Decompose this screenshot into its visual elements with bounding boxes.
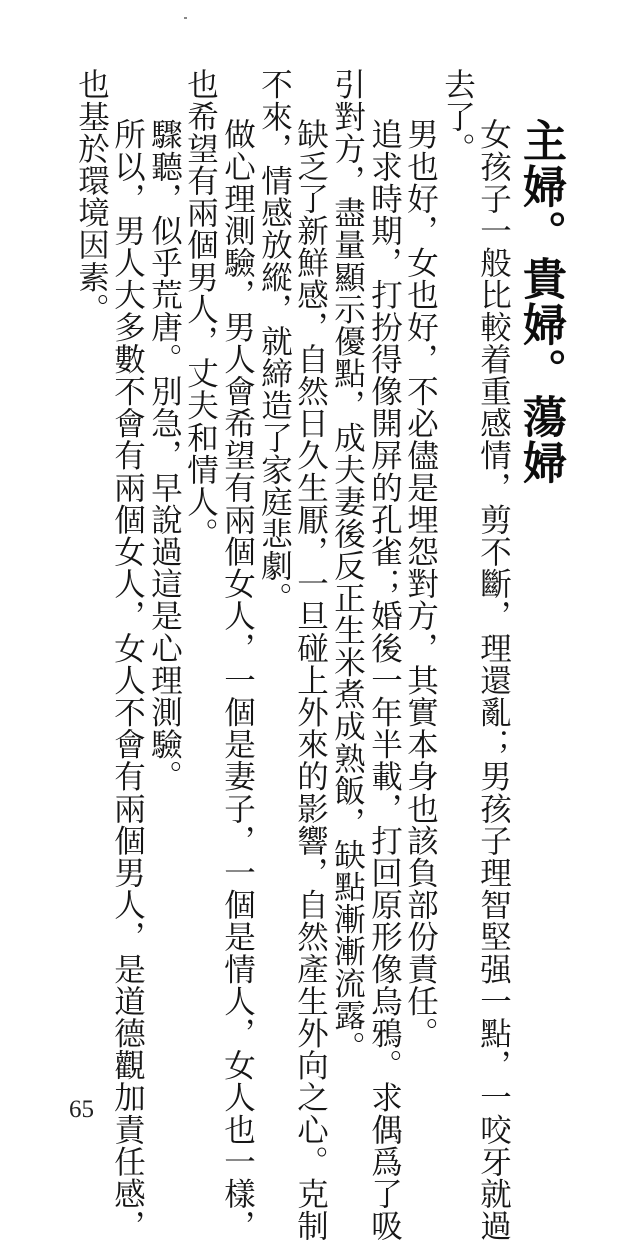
text-column-5: 引對方，盡量顯示優點，成夫妻後反正生米煮成熟飯，缺點漸漸流露。 xyxy=(329,68,366,1064)
text-column-4: 追求時期，打扮得像開屏的孔雀；婚後一年半載，打回原形像烏鴉。求偶爲了吸 xyxy=(366,118,403,1242)
text-column-7: 不來，情感放縱，就締造了家庭悲劇。 xyxy=(256,68,293,614)
stray-ink-mark xyxy=(184,17,187,19)
text-column-10: 驟聽，似乎荒唐。別急，早說過這是心理測驗。 xyxy=(146,118,183,793)
text-column-3: 男也好，女也好，不必儘是埋怨對方，其實本身也該負部份責任。 xyxy=(402,118,439,1049)
text-column-8: 做心理測驗，男人會希望有兩個女人，一個是妻子，一個是情人，女人也一樣， xyxy=(219,118,256,1242)
page-title: 主婦。貴婦。蕩婦 xyxy=(515,118,566,486)
text-column-12: 也基於環境因素。 xyxy=(73,68,110,325)
text-column-2: 去了。 xyxy=(439,68,476,165)
page-number: 65 xyxy=(69,1096,94,1123)
text-column-11: 所以，男人大多數不會有兩個女人，女人不會有兩個男人，是道德觀加責任感， xyxy=(109,118,146,1242)
text-column-6: 缺乏了新鮮感，自然日久生厭，一旦碰上外來的影響，自然產生外向之心。克制 xyxy=(292,118,329,1242)
text-column-9: 也希望有兩個男人，丈夫和情人。 xyxy=(182,68,219,550)
text-column-1: 女孩子一般比較着重感情，剪不斷，理還亂；男孩子理智堅强一點，一咬牙就過 xyxy=(475,118,512,1242)
